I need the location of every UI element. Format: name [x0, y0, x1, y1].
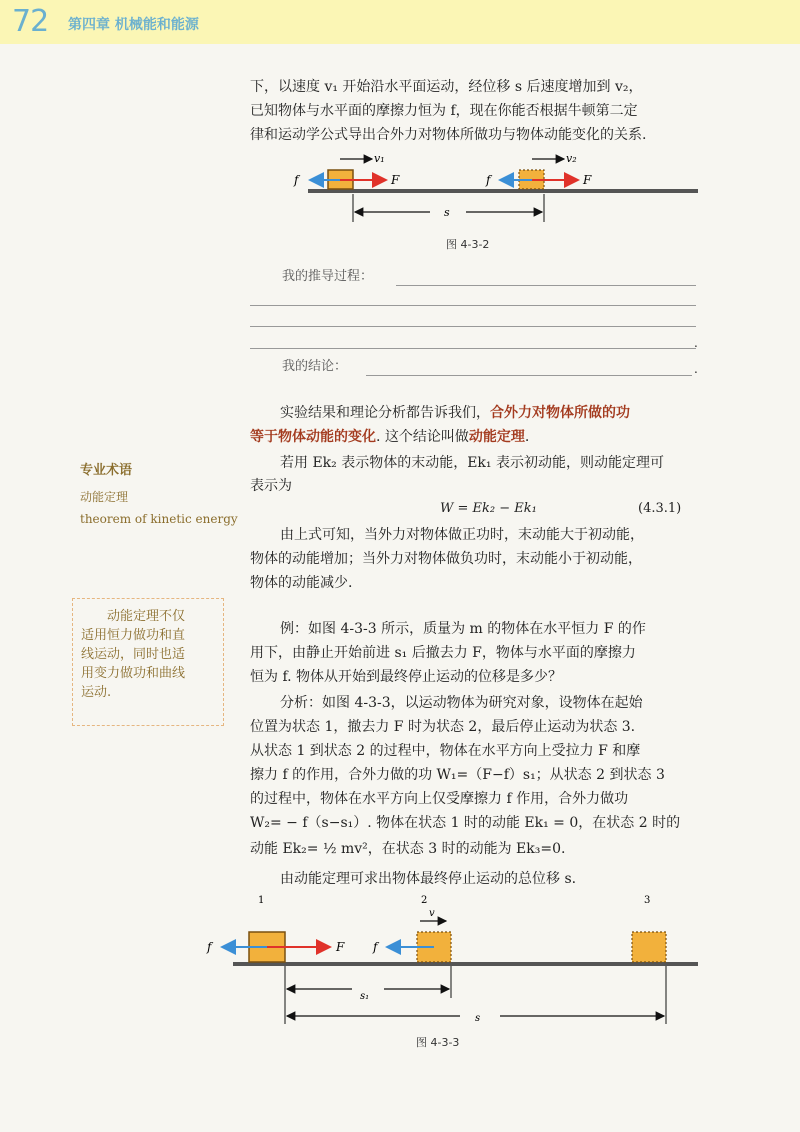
formula-number: (4.3.1) [638, 501, 682, 516]
conclusion-label: 我的结论： [282, 359, 348, 374]
definition-line-2: 表示为 [250, 478, 292, 494]
intro-line-2: 已知物体与水平面的摩擦力恒为 f，现在你能否根据牛顿第二定 [250, 103, 638, 119]
state-number-3: 3 [644, 895, 651, 906]
label-f-2: f [486, 173, 491, 187]
consequence-line-1: 由上式可知，当外力对物体做正功时，末动能大于初动能， [280, 527, 644, 543]
consequence-line-3: 物体的动能减少. [250, 575, 353, 591]
label-s: s [475, 1013, 481, 1024]
chapter-title: 第四章 机械能和能源 [68, 17, 199, 33]
note-line-3: 线运动，同时也适 [81, 647, 186, 662]
example-line-1: 例：如图 4-3-3 所示，质量为 m 的物体在水平恒力 F 的作 [280, 621, 646, 637]
sidebar-title: 专业术语 [80, 463, 133, 478]
result-text-1: 实验结果和理论分析都告诉我们， [280, 405, 490, 421]
state-number-2: 2 [421, 895, 428, 906]
label-v: v [429, 908, 435, 919]
derivation-label: 我的推导过程： [282, 269, 374, 284]
result-highlight-2: 等于物体动能的变化 [250, 429, 376, 445]
figure-caption-4-3-3: 图 4-3-3 [416, 1036, 460, 1049]
intro-line-3: 律和运动学公式导出合外力对物体所做功与物体动能变化的关系. [250, 127, 647, 143]
note-line-4: 用变力做功和曲线 [81, 666, 186, 681]
analysis-line-1: 分析：如图 4-3-3，以运动物体为研究对象，设物体在起始 [280, 695, 643, 711]
ground-line-2 [233, 962, 698, 966]
theorem-name: 动能定理 [468, 429, 525, 445]
sidebar-term-en: theorem of kinetic energy [80, 512, 238, 526]
formula: W = Ek₂ − Ek₁ [440, 501, 537, 516]
definition-line-1: 若用 Ek₂ 表示物体的末动能，Ek₁ 表示初动能，则动能定理可 [280, 455, 664, 471]
label-s1: s₁ [360, 991, 370, 1002]
intro-line-1: 下，以速度 v₁ 开始沿水平面运动，经位移 s 后速度增加到 v₂， [250, 79, 643, 95]
block-state-3 [632, 932, 666, 962]
result-period: . [524, 429, 530, 445]
analysis-line-6: W₂= − f（s−s₁）. 物体在状态 1 时的动能 Ek₁ = 0，在状态 2 时的 [250, 815, 681, 831]
note-line-1: 动能定理不仅 [107, 609, 186, 624]
note-line-2: 适用恒力做功和直 [81, 628, 186, 643]
consequence-line-2: 物体的动能增加；当外力对物体做负功时，末动能小于初动能， [250, 551, 642, 567]
analysis-line-4: 擦力 f 的作用，合外力做的功 W₁=（F−f）s₁；从状态 2 到状态 3 [250, 767, 665, 783]
label-F: F [336, 940, 345, 954]
analysis-line-2: 位置为状态 1，撤去力 F 时为状态 2，最后停止运动为状态 3. [250, 719, 636, 735]
example-line-3: 恒为 f. 物体从开始到最终停止运动的位移是多少？ [250, 669, 563, 685]
label-v1: v₁ [374, 152, 385, 165]
note-line-5: 运动. [81, 685, 112, 700]
page-number: 72 [12, 4, 49, 39]
label-F-2: F [583, 173, 592, 187]
analysis-line-5: 的过程中，物体在水平方向上仅受摩擦力 f 作用，合外力做功 [250, 791, 629, 807]
label-f-1: f [207, 940, 212, 954]
analysis-line-7: 动能 Ek₂= ½ mv²，在状态 3 时的动能为 Ek₃=0. [250, 841, 566, 857]
result-text-2: . 这个结论叫做 [376, 429, 469, 445]
conclusion-sentence: 由动能定理可求出物体最终停止运动的总位移 s. [280, 871, 577, 887]
label-f-1: f [294, 173, 299, 187]
figure-caption-4-3-2: 图 4-3-2 [446, 238, 490, 251]
label-s: s [444, 206, 450, 219]
state-number-1: 1 [258, 895, 265, 906]
label-f-2: f [373, 940, 378, 954]
result-highlight-1: 合外力对物体所做的功 [490, 405, 630, 421]
period-1: . [694, 336, 698, 350]
period-2: . [694, 362, 698, 376]
label-F-1: F [391, 173, 400, 187]
sidebar-term-cn: 动能定理 [80, 490, 129, 504]
analysis-line-3: 从状态 1 到状态 2 的过程中，物体在水平方向上受拉力 F 和摩 [250, 743, 641, 759]
label-v2: v₂ [566, 152, 577, 165]
example-line-2: 用下，由静止开始前进 s₁ 后撤去力 F，物体与水平面的摩擦力 [250, 645, 636, 661]
